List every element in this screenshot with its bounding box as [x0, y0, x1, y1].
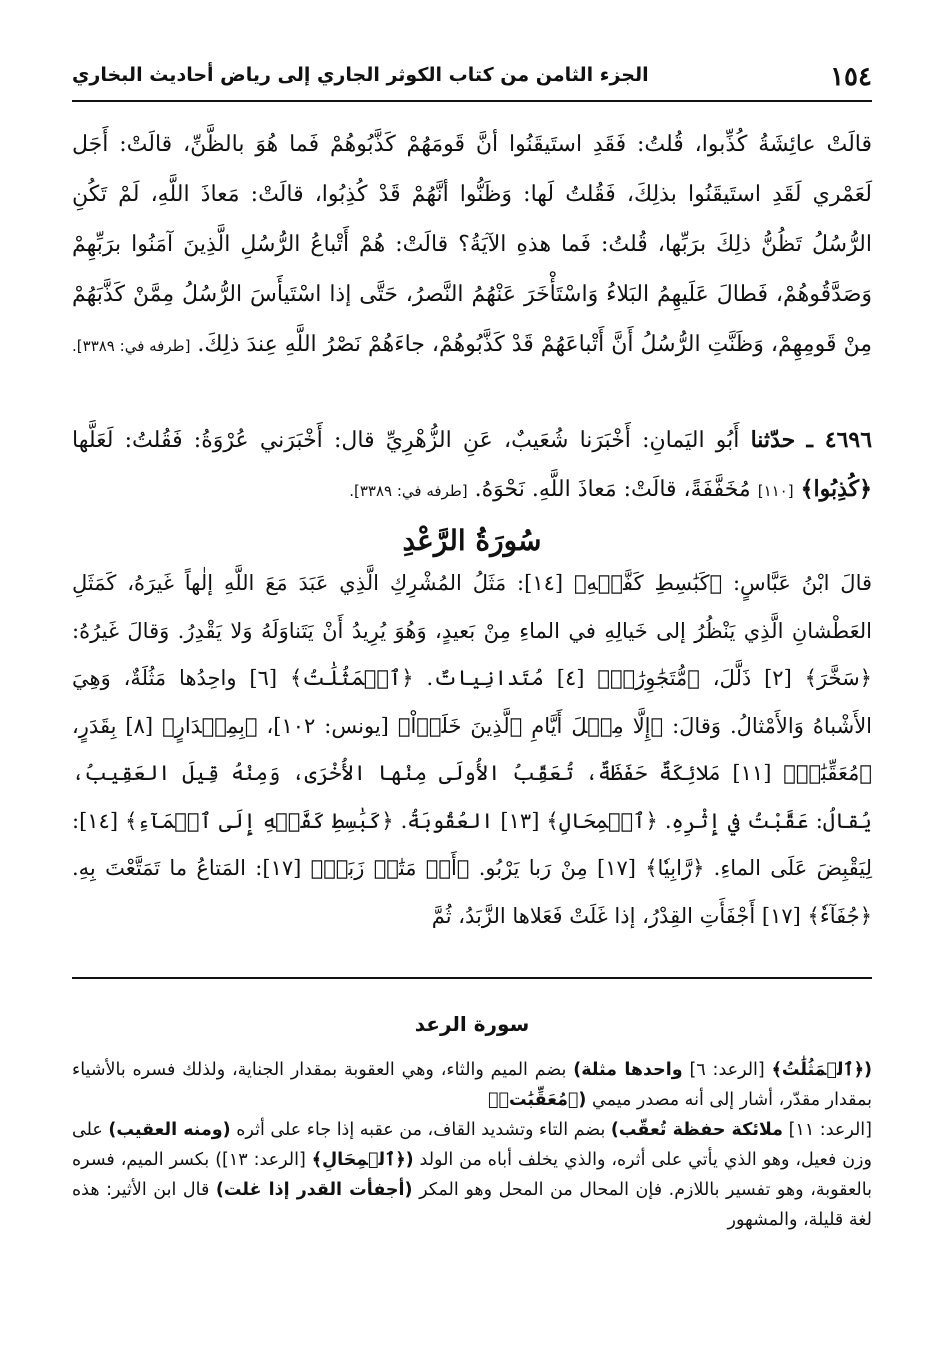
running-header	[72, 58, 872, 102]
fn-text: على وزن فعيل، وهو الذي يأتي على أثره، والذي يخلف أباه من الولد	[71, 1120, 872, 1170]
fn-text: بكسر الميم، فسره بالعقوبة، وهو تفسير باللازم. فإن المحال من المحل وهو المكر	[72, 1150, 872, 1200]
fn-quote: (أجفأت القدر إذا غلت)	[215, 1180, 413, 1200]
running-title: الجزء الثامن من كتاب الكوثر الجاري إلى رياض أحاديث البخاري	[72, 64, 649, 86]
hadith-4696	[72, 416, 872, 515]
footnote-divider	[72, 977, 872, 979]
hadith-number: ٤٦٩٦ ـ	[806, 427, 873, 453]
fn-quote: واحدها مثلة)	[573, 1060, 683, 1080]
verse-reference: [١١٠]	[757, 482, 794, 500]
page-number: ١٥٤	[830, 62, 872, 92]
hadith-text: أَبُو اليَمانِ: أَخْبَرَنا شُعَيبٌ، عَنِ الزُّهْرِيِّ قال: أَخْبَرَني عُرْوَةُ: فَقُلتُ: لَعَلَّها	[72, 428, 740, 453]
hadith-text-cont: مُخَفَّفَةً، قالَتْ: مَعاذَ اللَّهِ. نَحْوَهُ.	[474, 477, 751, 502]
fn-text: بضم التاء وتشديد القاف، من عقبه إذا جاء على أثره	[236, 1120, 606, 1140]
fn-quote: ملائكة حفظة تُعقّب)	[610, 1120, 784, 1140]
fn-ref: [الرعد: ٦]	[689, 1060, 765, 1080]
fn-ref: [الرعد: ١٣])	[215, 1150, 306, 1170]
fn-quote: (﴿مُعَقِّبَٰتٞ﴾	[487, 1090, 587, 1110]
fn-quote: (﴿ٱلۡمَثُلَٰتُ﴾	[771, 1060, 872, 1080]
fn-ref: [الرعد: ١١]	[788, 1120, 872, 1140]
fn-text: قال ابن الأثير: هذه لغة قليلة، والمشهور	[72, 1180, 872, 1230]
surah-commentary	[72, 560, 872, 940]
commentary-text: قالَ ابْنُ عَبَّاسٍ: ﴿كَبَٰسِطِ كَفَّيۡهِ﴾ [١٤]: مَثَلُ المُشْرِكِ الَّذِي عَبَدَ مَعَ اللَّهِ إلٰهاً غَيرَهُ، كَمَثَلِ العَطْشانِ الَّذِي يَنْظُرُ إلى خَيالِهِ في الماءِ مِنْ بَعيدٍ، وَهُوَ يُرِيدُ أَنْ يَتَناوَلَهُ وَلا يَقْدِرُ. وَقالَ غَيرُهُ: ﴿سَخَّرَ﴾ [٢] ذَلَّلَ، ﴿مُّتَجَٰوِرَٰتٞ﴾ [٤] مُتَدانِياتٌ. ﴿ٱلۡمَثُلَٰتُ﴾ [٦] واحِدُها مَثُلَةٌ، وَهِيَ الأَشْباهُ وَالأَمْثالُ. وَقالَ: ﴿إِلَّا مِثۡلَ أَيَّامِ ٱلَّذِينَ خَلَوۡاْ﴾ [يونس: ١٠٢]، ﴿بِمِقۡدَارٍ﴾ [٨] بِقَدَرٍ، ﴿مُعَقِّبَٰتٞ﴾ [١١] مَلائِكَةٌ حَفَظَةٌ، تُعَقِّبُ الأُولَى مِنْها الأُخْرَى، وَمِنْهُ قِيلَ العَقِيبُ، يُقالُ: عَقَّبْتُ في إِثْرِهِ. ﴿ٱلۡمِحَالِ﴾ [١٣] العُقُوبَةُ. ﴿كَبَٰسِطِ كَفَّيۡهِ إِلَى ٱلۡمَآءِ﴾ [١٤]: لِيَقْبِضَ عَلَى الماءِ. ﴿رَّابِيٗا﴾ [١٧] مِنْ رَبا يَرْبُو. ﴿أَوۡ مَتَٰعٖ زَبَدٞ﴾ [١٧]: المَتاعُ ما تَمَتَّعْتَ بِهِ. ﴿جُفَآءٗ﴾ [١٧] أَجْفَأَتِ القِدْرُ، إذا غَلَتْ فَعَلاها الزَّبَدُ، ثُمَّ	[72, 571, 873, 928]
footnote-commentary	[72, 1055, 872, 1235]
fn-quote: (ومنه العقيب)	[108, 1120, 231, 1140]
hadith-text: قالَتْ عائِشَةُ كُذِّبوا، قُلتُ: فَقَدِ استَيقَنُوا أنَّ قَومَهُمْ كَذَّبُوهُمْ فَما هُوَ بالظَّنِّ، قالَتْ: أَجَل لَعَمْري لَقَدِ استَيقَنُوا بذلِكَ، فَقُلتُ لَها: وَظَنُّوا أنَّهُمْ قَدْ كُذِبُوا، قالَتْ: مَعاذَ اللَّهِ، لَمْ تَكُنِ الرُّسُلُ تَظُنُّ ذلِكَ برَبِّها، قُلتُ: فَما هذهِ الآيَةُ؟ قالَتْ: هُمْ أَتْباعُ الرُّسُلِ الَّذِينَ آمَنُوا برَبِّهِمْ وَصَدَّقُوهُمْ، فَطالَ عَلَيهِمُ البَلاءُ وَاسْتَأْخَرَ عَنْهُمُ النَّصرُ، حَتَّى إذا اسْتَيأَسَ الرُّسُلُ مِمَّنْ كَذَّبَهُمْ مِنْ قَومِهِمْ، وَظَنَّتِ الرُّسُلُ أَنَّ أَتْباعَهُمْ قَدْ كَذَّبُوهُمْ، جاءَهُمْ نَصْرُ اللَّهِ عِندَ ذلِكَ.	[72, 132, 873, 357]
narration-intro: حدّثنا	[750, 427, 796, 453]
quran-quote: ﴿كُذِبُوا﴾	[800, 476, 872, 502]
fn-quote: (﴿ٱلۡمِحَالِ﴾	[311, 1150, 414, 1170]
hadith-continuation	[72, 120, 872, 371]
surah-heading: سُورَةُ الرَّعْدِ	[402, 524, 542, 557]
header-rule	[72, 100, 872, 102]
cross-reference: [طرفه في: ٣٣٨٩].	[349, 482, 468, 500]
cross-reference: [طرفه في: ٣٣٨٩].	[72, 337, 191, 355]
fn-text: بضم الميم والثاء، وهي العقوبة بمقدار الجناية، ولذلك فسره بالأشياء بمقدار مقدّر، أشار إلى أنه مصدر ميمي	[72, 1060, 872, 1110]
footnote-heading: سورة الرعد	[414, 1012, 530, 1036]
